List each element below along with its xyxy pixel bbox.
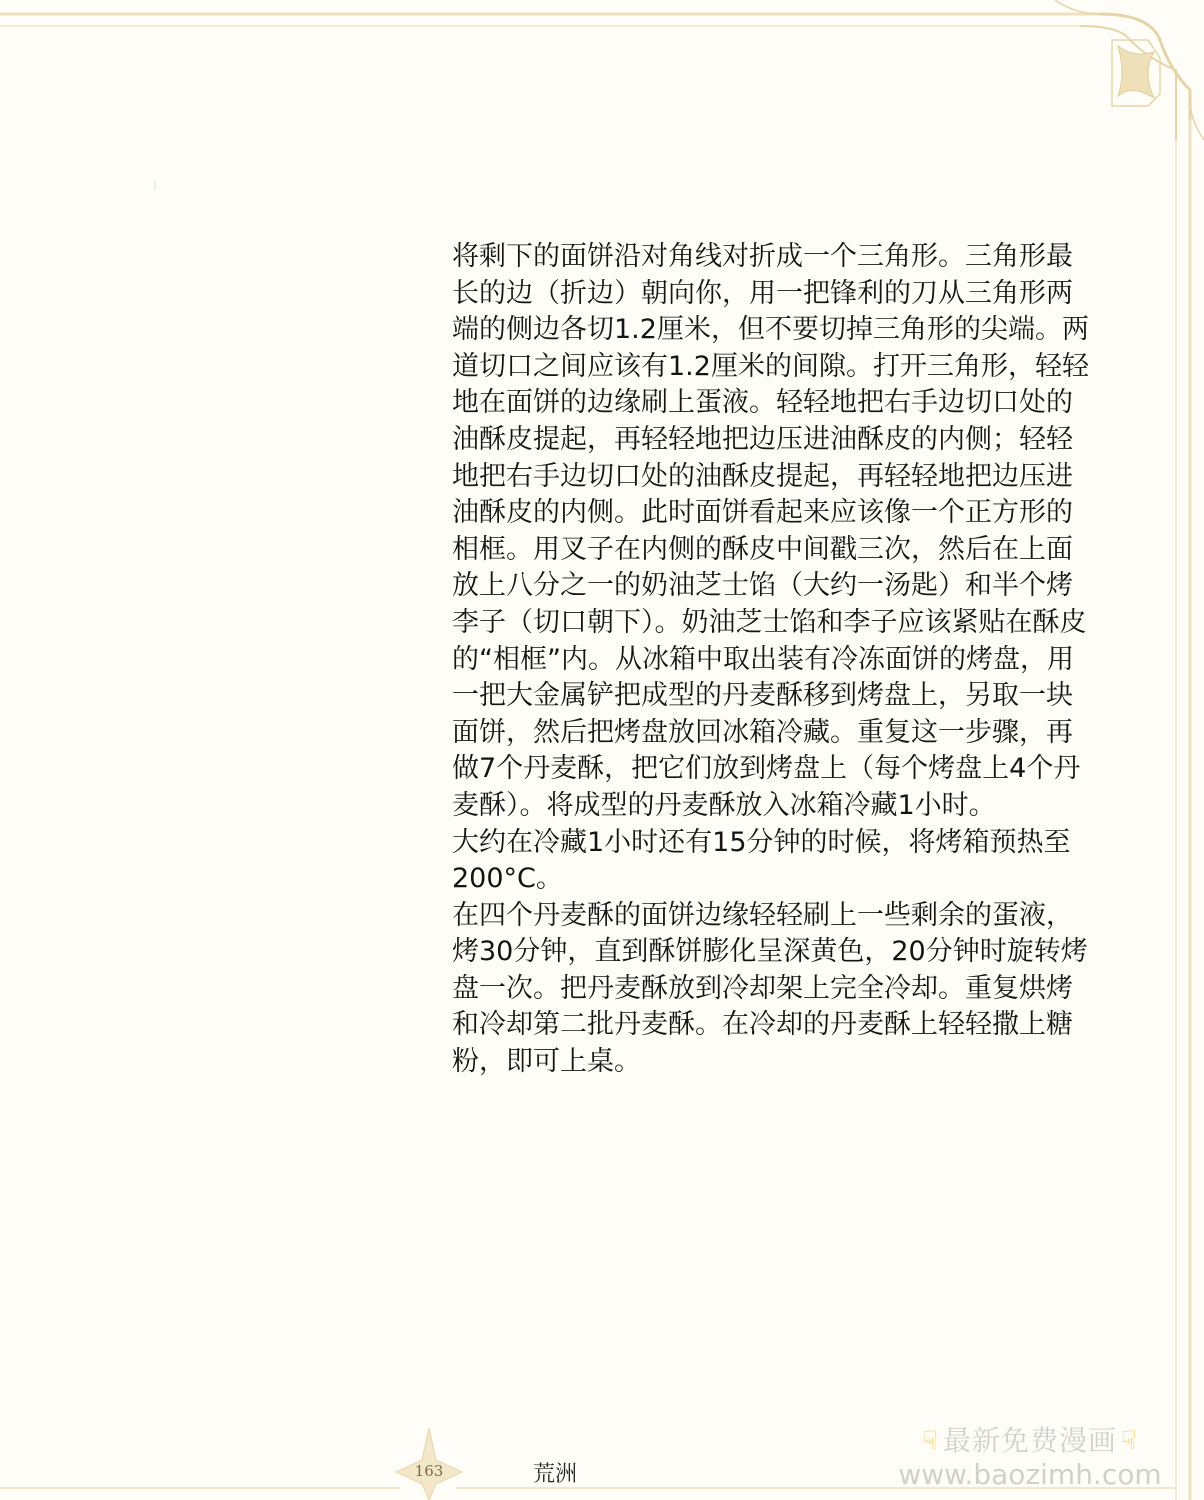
pointing-hand-icon: ☟: [1121, 1426, 1138, 1456]
recipe-body-text: [452, 239, 1092, 1081]
paragraph: 将剩下的面饼沿对角线对折成一个三角形。三角形最长的边（折边）朝向你，用一把锋利的刀从三角形两端的侧边各切1.2厘米，但不要切掉三角形的尖端。两道切口之间应该有1.2厘米的间隙。打开三角形，轻轻地在面饼的边缘刷上蛋液。轻轻地把右手边切口处的油酥皮提起，再轻轻地把边压进油酥皮的内侧；轻轻地把右手边切口处的油酥皮提起，再轻轻地把边压进油酥皮的内侧。此时面饼看起来应该像一个正方形的相框。用叉子在内侧的酥皮中间戳三次，然后在上面放上八分之一的奶油芝士馅（大约一汤匙）和半个烤李子（切口朝下）。奶油芝士馅和李子应该紧贴在酥皮的“相框”内。从冰箱中取出装有冷冻面饼的烤盘，用一把大金属铲把成型的丹麦酥移到烤盘上，另取一块面饼，然后把烤盘放回冰箱冷藏。重复这一步骤，再做7个丹麦酥，把它们放到烤盘上（每个烤盘上4个丹麦酥）。将成型的丹麦酥放入冰箱冷藏1小时。: [452, 241, 1089, 821]
paragraph: 大约在冷藏1小时还有15分钟的时候，将烤箱预热至200°C。: [452, 826, 1071, 895]
watermark: [880, 1424, 1180, 1492]
paragraph: 在四个丹麦酥的面饼边缘轻轻刷上一些剩余的蛋液，烤30分钟，直到酥饼膨化呈深黄色，20分钟时旋转烤盘一次。把丹麦酥放到冷却架上完全冷却。重复烘烤和冷却第二批丹麦酥。在冷却的丹麦酥上轻轻撒上糖粉，即可上桌。: [452, 899, 1088, 1078]
page-number: 163: [414, 1462, 444, 1480]
watermark-text: 最新免费漫画: [942, 1424, 1117, 1457]
pointing-hand-icon: ☟: [922, 1426, 939, 1456]
watermark-url: www.baozimh.com: [898, 1458, 1162, 1491]
corner-ornament: [1055, 0, 1204, 140]
section-name: 荒洲: [533, 1462, 578, 1487]
